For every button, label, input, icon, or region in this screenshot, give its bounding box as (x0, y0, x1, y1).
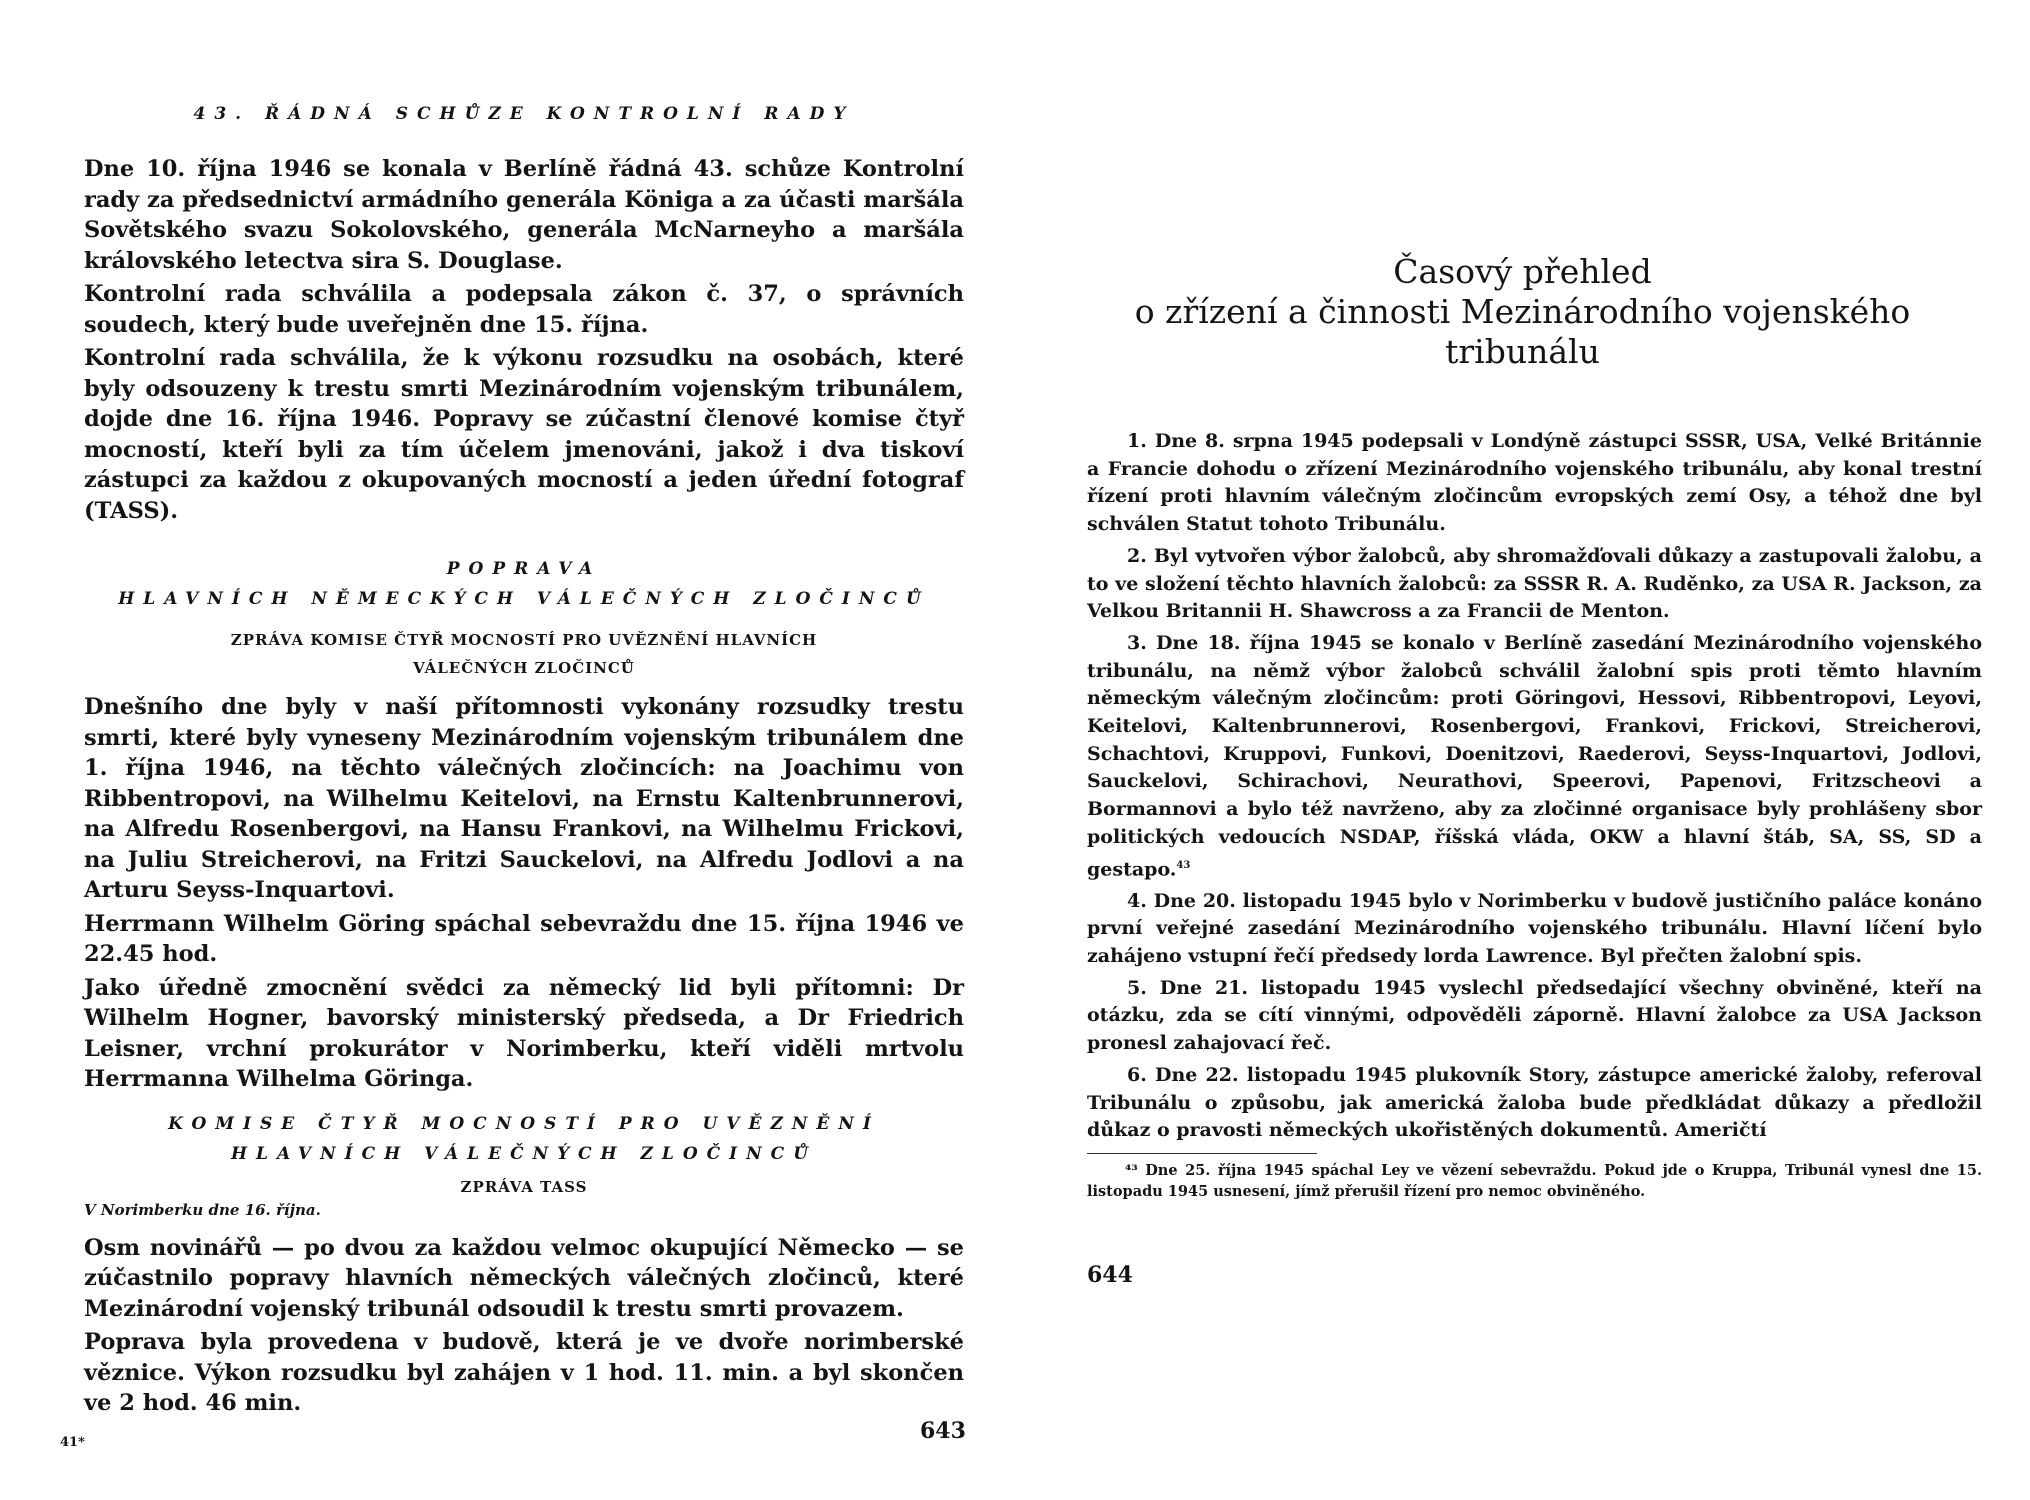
page-number: 644 (1087, 1262, 1133, 1288)
heading-poprava: POPRAVA (446, 559, 602, 579)
paragraph: Dnešního dne byly v naší přítomnosti vykonány rozsudky trestu smrti, které byly vyneseny Mezinárodním vojenským tribunálem dne 1. října 1946, na těchto válečných zločincích: na Joachimu von Ribbentropovi, na Wilhelmu Keitelovi, na Ernstu Kaltenbrunnerovi, na Alfredu Rosenbergovi, na Hansu Frankovi, na Wilhelmu Frickovi, na Juliu Streicherovi, na Fritzi Sauckelovi, na Alfredu Jodlovi a na Arturu Seyss-Inquartovi. (84, 694, 964, 903)
heading-zlocincu: HLAVNÍCH NĚMECKÝCH VÁLEČNÝCH ZLOČINCŮ (118, 589, 930, 609)
title-line: tribunálu (1445, 332, 1600, 371)
list-item: 5. Dne 21. listopadu 1945 vyslechl předsedající všechny obviněné, kteří na otázku, zda se cítí vinnými, odpověděli záporně. Hlavní žalobce za USA Jackson pronesl zahajovací řeč. (1087, 976, 1982, 1055)
list-item: 2. Byl vytvořen výbor žalobců, aby shromažďovali důkazy a zastupovali žalobu, a to ve složení těchto hlavních žalobců: za SSSR R. A. Ruděnko, za USA R. Jackson, za Velkou Britannii H. Shawcross a za Francii de Menton. (1087, 544, 1982, 623)
title-line: Časový přehled (1393, 252, 1652, 291)
right-column (1087, 428, 1982, 1202)
running-head: 43. ŘÁDNÁ SCHŮZE KONTROLNÍ RADY (193, 104, 855, 124)
paragraph: Dne 10. října 1946 se konala v Berlíně řádná 43. schůze Kontrolní rady za předsednictví armádního generála Königa a za účasti maršála Sovětského svazu Sokolovského, generála McNarneyho a maršála královského letectva sira S. Douglase. (84, 156, 964, 274)
page-title (1015, 252, 2030, 372)
list-item: 6. Dne 22. listopadu 1945 plukovník Story, zástupce americké žaloby, referoval Tribunálu o způsobu, jak americká žaloba bude předkládat důkazy a předložil důkaz o pravosti německých ukořistěných dokumentů. Američtí (1087, 1063, 1982, 1142)
heading-tass: ZPRÁVA TASS (460, 1177, 588, 1196)
paragraph: Jako úředně zmocnění svědci za německý lid byli přítomni: Dr Wilhelm Hogner, bavorský ministerský předseda, a Dr Friedrich Leisner, vrchní prokurátor v Norimberku, kteří viděli mrtvolu Herrmanna Wilhelma Göringa. (84, 974, 964, 1092)
page-number: 643 (920, 1418, 966, 1444)
title-line: o zřízení a činnosti Mezinárodního vojenského (1134, 292, 1911, 331)
paragraph: Poprava byla provedena v budově, která je ve dvoře norimberské věznice. Výkon rozsudku byl zahájen v 1 hod. 11. min. a byl skončen ve 2 hod. 46 min. (84, 1329, 964, 1416)
paragraph: Kontrolní rada schválila a podepsala zákon č. 37, o správních soudech, který bude uveřejněn dne 15. října. (84, 281, 964, 338)
paragraph: Kontrolní rada schválila, že k výkonu rozsudku na osobách, které byly odsouzeny k trestu smrti Mezinárodním vojenským tribunálem, dojde dne 16. října 1946. Popravy se zúčastní členové komise čtyř mocností, kteří byli za tím účelem jmenováni, jakož i dva tiskoví zástupci za každou z okupovaných mocností a jeden úřední fotograf (TASS). (84, 345, 964, 524)
footnote-rule (1087, 1153, 1317, 1154)
signature-block: KOMISE ČTYŘ MOCNOSTÍ PRO UVĚZNĚNÍ HLAVNÍCH VÁLEČNÝCH ZLOČINCŮ (168, 1113, 880, 1164)
list-item: 4. Dne 20. listopadu 1945 bylo v Norimberku v budově justičního paláce konáno první veřejné zasedání Mezinárodního vojenského tribunálu. Hlavní líčení bylo zahájeno vstupní řečí předsedy lorda Lawrence. Byl přečten žalobní spis. (1087, 889, 1982, 967)
left-column (84, 92, 964, 1419)
footnote-ref: 43 (1176, 859, 1191, 871)
signature-mark: 41* (60, 1435, 85, 1450)
item-text: 3. Dne 18. října 1945 se konalo v Berlíně zasedání Mezinárodního vojenského tribunálu, na němž výbor žalobců schválil žalobní spis proti těmto hlavním německým válečným zločincům: proti Göringovi, Hessovi, Ribbentropovi, Leyovi, Keitelovi, Kaltenbrunnerovi, Rosenbergovi, Frankovi, Frickovi, Streicherovi, Schachtovi, Kruppovi, Funkovi, Doenitzovi, Raederovi, Seyss-Inquartovi, Jodlovi, Sauckelovi, Schirachovi, Neurathovi, Speerovi, Papenovi, Fritzscheovi a Bormannovi a bylo též navrženo, aby za zločinné organisace byly prohlášeny sbor politických vedoucích NSDAP, říšská vláda, OKW a hlavní štáb, SA, SS, SD a gestapo. (1087, 631, 1982, 880)
list-item (1087, 630, 1982, 884)
list-item: 1. Dne 8. srpna 1945 podepsali v Londýně zástupci SSSR, USA, Velké Británnie a Francie dohodu o zřízení Mezinárodního vojenského tribunálu, aby konal trestní řízení proti hlavním válečným zločincům evropských zemí Osy, a téhož dne byl schválen Statut tohoto Tribunálu. (1087, 430, 1982, 536)
right-page (1015, 0, 2030, 1500)
dateline: V Norimberku dne 16. října. (84, 1200, 321, 1219)
heading-zprava-komise: ZPRÁVA KOMISE ČTYŘ MOCNOSTÍ PRO UVĚZNĚNÍ HLAVNÍCH VÁLEČNÝCH ZLOČINCŮ (230, 631, 818, 677)
paragraph: Herrmann Wilhelm Göring spáchal sebevraždu dne 15. října 1946 ve 22.45 hod. (84, 910, 964, 967)
paragraph: Osm novinářů — po dvou za každou velmoc okupující Německo — se zúčastnilo popravy hlavních německých válečných zločinců, které Mezinárodní vojenský tribunál odsoudil k trestu smrti provazem. (84, 1234, 964, 1322)
footnote: ⁴³ Dne 25. října 1945 spáchal Ley ve vězení sebevraždu. Pokud jde o Kruppa, Tribunál vynesl dne 15. listopadu 1945 usnesení, jímž přerušil řízení pro nemoc obviněného. (1087, 1161, 1982, 1200)
